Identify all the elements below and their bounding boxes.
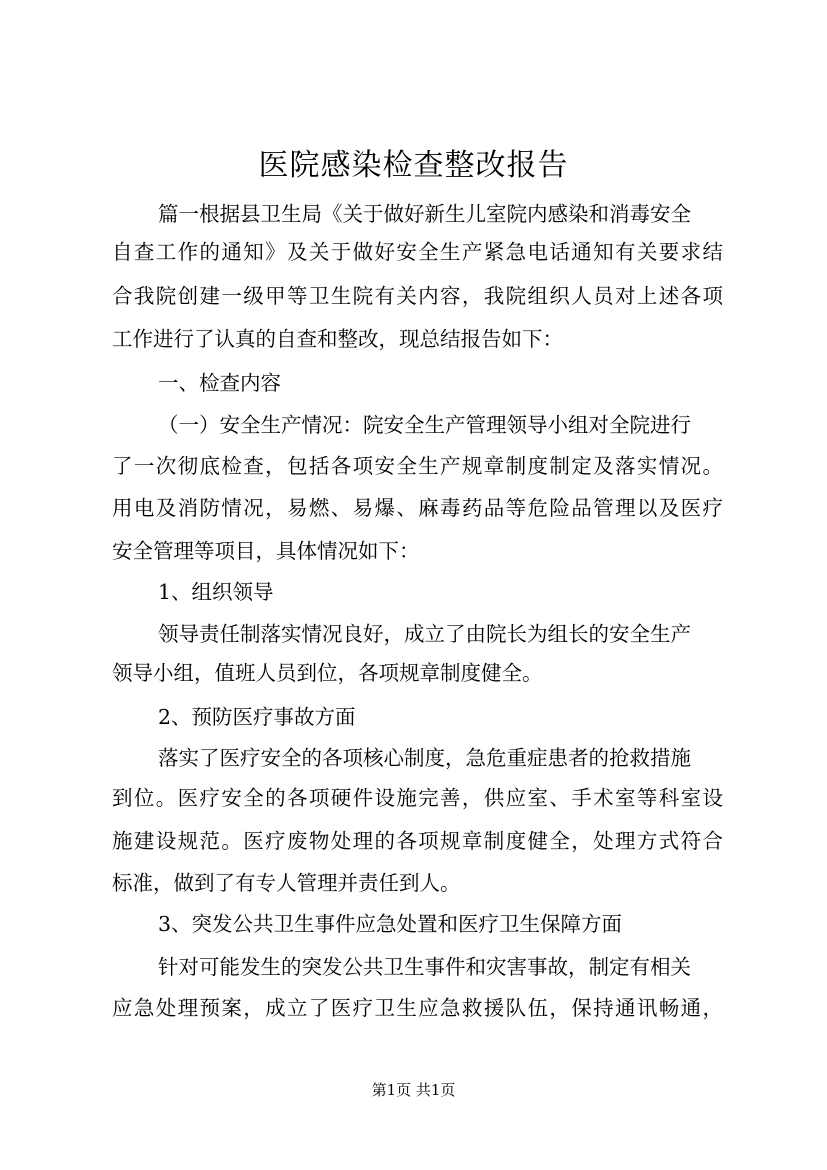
paragraph-line: 领导责任制落实情况良好，成立了由院长为组长的安全生产 — [158, 622, 691, 646]
paragraph-line: 标准，做到了有专人管理并责任到人。 — [112, 871, 461, 895]
paragraph-line: 了一次彻底检查，包括各项安全生产规章制度制定及落实情况。 — [112, 454, 723, 478]
paragraph-line: 落实了医疗安全的各项核心制度，急危重症患者的抢救措施 — [158, 746, 691, 770]
paragraph-line: 安全管理等项目，具体情况如下： — [112, 539, 420, 563]
section-heading: 一、检查内容 — [158, 371, 281, 395]
paragraph-line: 领导小组，值班人员到位，各项规章制度健全。 — [112, 661, 543, 685]
paragraph-line: 合我院创建一级甲等卫生院有关内容，我院组织人员对上述各项 — [112, 284, 723, 308]
paragraph-line: 用电及消防情况，易燃、易爆、麻毒药品等危险品管理以及医疗 — [112, 496, 723, 520]
paragraph-line: 工作进行了认真的自查和整改，现总结报告如下： — [112, 327, 563, 351]
page-number-footer: 第1页 共1页 — [371, 1081, 456, 1099]
paragraph-line: 针对可能发生的突发公共卫生事件和灾害事故，制定有相关 — [158, 955, 691, 979]
paragraph-line: （一）安全生产情况：院安全生产管理领导小组对全院进行 — [158, 413, 691, 437]
subsection-heading: 2、预防医疗事故方面 — [158, 705, 356, 729]
document-title: 医院感染检查整改报告 — [258, 148, 569, 183]
paragraph-line: 篇一根据县卫生局《关于做好新生儿室院内感染和消毒安全 — [158, 202, 691, 226]
paragraph-line: 应急处理预案，成立了医疗卫生应急救援队伍，保持通讯畅通， — [112, 996, 723, 1020]
subsection-heading: 3、突发公共卫生事件应急处置和医疗卫生保障方面 — [158, 912, 623, 936]
paragraph-line: 自查工作的通知》及关于做好安全生产紧急电话通知有关要求结 — [112, 240, 723, 264]
paragraph-line: 到位。医疗安全的各项硬件设施完善，供应室、手术室等科室设 — [112, 786, 723, 810]
paragraph-line: 施建设规范。医疗废物处理的各项规章制度健全，处理方式符合 — [112, 829, 723, 853]
subsection-heading: 1、组织领导 — [158, 580, 274, 604]
